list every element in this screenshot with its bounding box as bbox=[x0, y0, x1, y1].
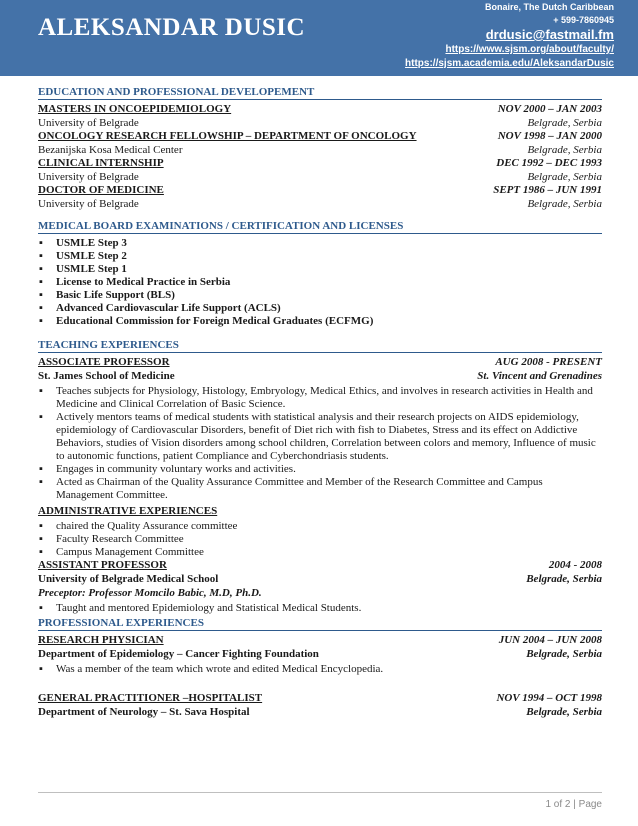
degree: ONCOLOGY RESEARCH FELLOWSHIP – DEPARTMENT OF ONCOLOGY bbox=[38, 130, 417, 142]
section-heading-education: EDUCATION AND PROFESSIONAL DEVELOPEMENT bbox=[38, 86, 602, 100]
location: Belgrade, Serbia bbox=[527, 116, 602, 129]
list-item: ▪ USMLE Step 3 bbox=[56, 237, 602, 250]
job-org: University of Belgrade Medical School bbox=[38, 572, 219, 585]
section-heading-teaching: TEACHING EXPERIENCES bbox=[38, 339, 602, 353]
institution: University of Belgrade bbox=[38, 170, 139, 183]
job-org: St. James School of Medicine bbox=[38, 369, 175, 382]
location: Belgrade, Serbia bbox=[527, 143, 602, 156]
job-role: ASSISTANT PROFESSOR bbox=[38, 559, 167, 571]
job-dates: JUN 2004 – JUN 2008 bbox=[498, 634, 602, 646]
admin-heading: ADMINISTRATIVE EXPERIENCES bbox=[38, 505, 218, 517]
education-entry bbox=[38, 130, 602, 157]
job-role: RESEARCH PHYSICIAN bbox=[38, 634, 164, 646]
education-entry bbox=[38, 103, 602, 130]
location: Belgrade, Serbia bbox=[527, 197, 602, 210]
phone: + 599-7860945 bbox=[553, 15, 614, 25]
institution: University of Belgrade bbox=[38, 116, 139, 129]
list-item: ▪ Acted as Chairman of the Quality Assurance Committee and Member of the Research Committee and Campus Management Committee. bbox=[56, 476, 602, 502]
boards-list bbox=[38, 237, 602, 328]
resume-body bbox=[38, 86, 602, 719]
section-heading-boards: MEDICAL BOARD EXAMINATIONS / CERTIFICATION AND LICENSES bbox=[38, 220, 602, 234]
job-location: Belgrade, Serbia bbox=[526, 572, 602, 585]
list-item: ▪ Actively mentors teams of medical students with statistical analysis and their research projects on AIDS epidemiology, epidemiology of Cardiovascular Disorders, benefit of Diet rich with fish to Diabetes, Stress and its effect on Addictive Behaviors, studies of Vision disorders among school children, Correlation between colors and memory, Influence of music to autonomic functions, patient Compliance and Cyberchondriasis students. bbox=[56, 411, 602, 463]
education-entry bbox=[38, 184, 602, 211]
admin-list bbox=[38, 520, 602, 559]
page-number: 1 of 2 | Page bbox=[545, 799, 602, 810]
job-role: ASSOCIATE PROFESSOR bbox=[38, 356, 170, 368]
preceptor: Preceptor: Professor Momcilo Babic, M.D, Ph.D. bbox=[38, 587, 262, 599]
dates: NOV 2000 – JAN 2003 bbox=[497, 103, 602, 115]
list-item: ▪ Engages in community voluntary works and activities. bbox=[56, 463, 602, 476]
job-location: Belgrade, Serbia bbox=[526, 647, 602, 660]
list-item: ▪ Advanced Cardiovascular Life Support (ACLS) bbox=[56, 302, 602, 315]
research-duties bbox=[38, 663, 602, 676]
contact-block bbox=[405, 1, 614, 71]
job-dates: NOV 1994 – OCT 1998 bbox=[496, 692, 602, 704]
location: Belgrade, Serbia bbox=[527, 170, 602, 183]
list-item: ▪ USMLE Step 1 bbox=[56, 263, 602, 276]
candidate-name: ALEKSANDAR DUSIC bbox=[38, 14, 306, 41]
header-banner bbox=[0, 0, 638, 76]
degree: DOCTOR OF MEDICINE bbox=[38, 184, 164, 196]
degree: CLINICAL INTERNSHIP bbox=[38, 157, 164, 169]
faculty-url-link[interactable]: https://www.sjsm.org/about/faculty/ bbox=[445, 44, 614, 55]
list-item: ▪ Was a member of the team which wrote and edited Medical Encyclopedia. bbox=[56, 663, 602, 676]
list-item: ▪ USMLE Step 2 bbox=[56, 250, 602, 263]
list-item: ▪ Campus Management Committee bbox=[56, 546, 602, 559]
job-location: Belgrade, Serbia bbox=[526, 705, 602, 718]
list-item: ▪ License to Medical Practice in Serbia bbox=[56, 276, 602, 289]
job-role: GENERAL PRACTITIONER –HOSPITALIST bbox=[38, 692, 263, 704]
job-org: Department of Epidemiology – Cancer Fighting Foundation bbox=[38, 647, 319, 660]
teaching-duties bbox=[38, 385, 602, 502]
institution: Bezanijska Kosa Medical Center bbox=[38, 143, 183, 156]
list-item: ▪ Educational Commission for Foreign Medical Graduates (ECFMG) bbox=[56, 315, 602, 328]
list-item: ▪ Taught and mentored Epidemiology and Statistical Medical Students. bbox=[56, 602, 602, 615]
list-item: ▪ Basic Life Support (BLS) bbox=[56, 289, 602, 302]
job-org: Department of Neurology – St. Sava Hospital bbox=[38, 705, 250, 718]
education-entry bbox=[38, 157, 602, 184]
job-dates: 2004 - 2008 bbox=[548, 559, 602, 571]
job-location: St. Vincent and Grenadines bbox=[477, 369, 602, 382]
asst-duties bbox=[38, 602, 602, 615]
location: Bonaire, The Dutch Caribbean bbox=[484, 2, 614, 12]
section-heading-professional: PROFESSIONAL EXPERIENCES bbox=[38, 617, 602, 631]
dates: DEC 1992 – DEC 1993 bbox=[496, 157, 602, 169]
degree: MASTERS IN ONCOEPIDEMIOLOGY bbox=[38, 103, 232, 115]
list-item: ▪ Faculty Research Committee bbox=[56, 533, 602, 546]
list-item: ▪ Teaches subjects for Physiology, Histology, Embryology, Medical Ethics, and involves in research activities in Health and Medicine and Clinical Correlation of Basic Science. bbox=[56, 385, 602, 411]
academia-url-link[interactable]: https://sjsm.academia.edu/AleksandarDusic bbox=[405, 58, 614, 69]
dates: SEPT 1986 – JUN 1991 bbox=[493, 184, 602, 196]
email-link[interactable]: drdusic@fastmail.fm bbox=[485, 27, 614, 42]
institution: University of Belgrade bbox=[38, 197, 139, 210]
dates: NOV 1998 – JAN 2000 bbox=[497, 130, 602, 142]
job-dates: AUG 2008 - PRESENT bbox=[495, 356, 602, 368]
list-item: ▪ chaired the Quality Assurance committee bbox=[56, 520, 602, 533]
footer-divider bbox=[38, 792, 602, 793]
